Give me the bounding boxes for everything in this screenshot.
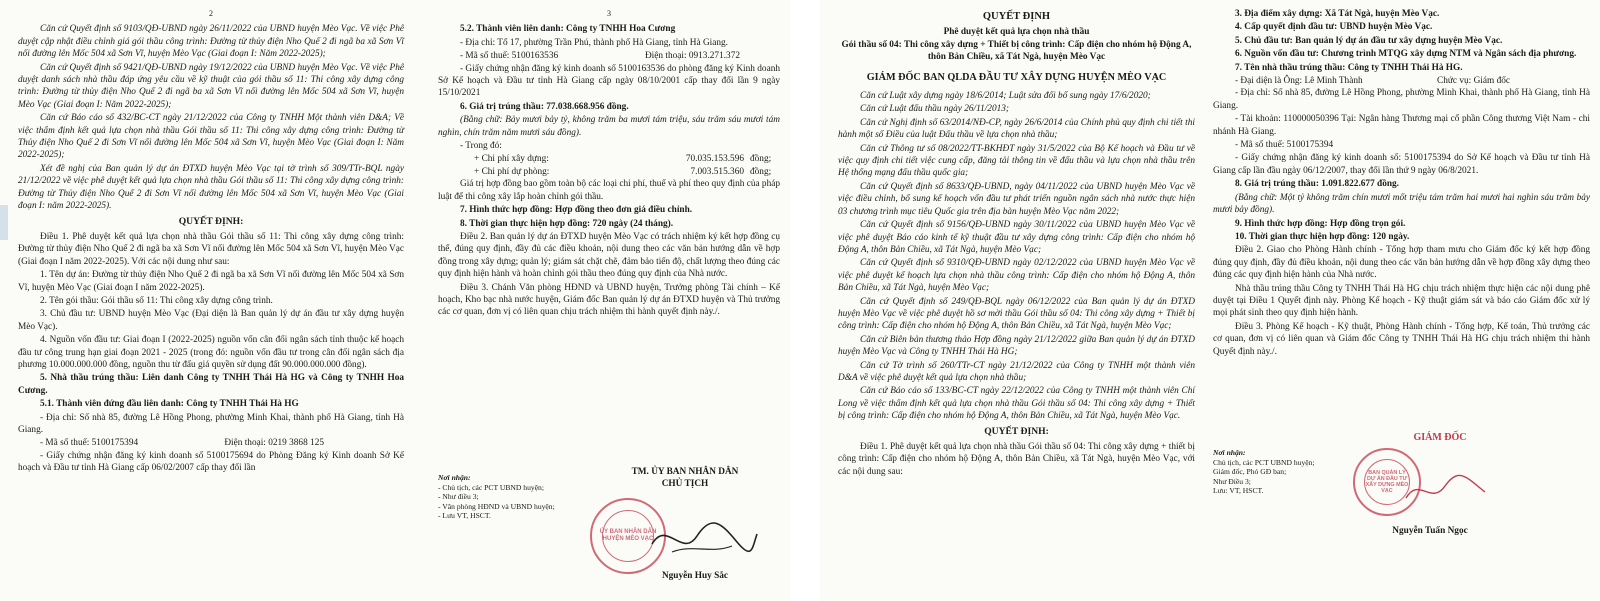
- recipients-block: [1213, 448, 1363, 496]
- seal-text: BAN QUẢN LÝ DỰ ÁN ĐẦU TƯ XÂY DỰNG MÈO VẠC: [1365, 470, 1409, 494]
- recipient-item: - Như điều 3;: [438, 492, 479, 502]
- legal-basis-paragraph: Căn cứ Nghị định số 63/2014/NĐ-CP, ngày 26/6/2014 của Chính phủ quy định chi tiết thi hành một số Điều của luật Đấu thầu về lựa chọn nhà thầu;: [838, 117, 1195, 141]
- recipient-item: Như Điều 3;: [1213, 476, 1251, 486]
- legal-basis-paragraph: Căn cứ Thông tư số 08/2022/TT-BKHĐT ngày 31/5/2022 của Bộ Kế hoạch và Đầu tư về việc quy định chi tiết việc cung cấp, đăng tải thông tin về đấu thầu và lựa chọn nhà thầu trên Hệ thống mạng đấu thầu quốc gia;: [838, 143, 1195, 179]
- article-2: Điều 2. Giao cho Phòng Hành chính - Tổng hợp tham mưu cho Giám đốc ký kết hợp đồng đúng quy định, đầy đủ điều khoản, nội dung theo các văn bản hướng dẫn về hợp đồng xây dựng theo đúng các quy định hiện hành của Nhà nước.: [1213, 245, 1590, 281]
- page-number: 2: [209, 9, 213, 18]
- recipient-item: - Văn phòng HĐND và UBND huyện;: [438, 501, 555, 511]
- item-package-name: 2. Tên gói thầu: Gói thầu số 11: Thi công xây dựng công trình.: [40, 295, 273, 306]
- contractor-license: - Giấy chứng nhận đăng ký kinh doanh số: 5100175394 do Sở Kế hoạch và Đầu tư tỉnh Hà Giang cấp lần đầu ngày 06/12/2007, thay đổi lần thứ 9 ngày 06/8/2021.: [1213, 153, 1590, 176]
- price-in-words: (Bằng chữ: Một tỷ không trăm chín mươi mốt triệu tám trăm hai mươi hai nghìn sáu trăm bảy mươi bảy đồng).: [1213, 192, 1590, 216]
- recipient-item: Giám đốc, Phó GĐ ban;: [1213, 467, 1287, 477]
- signer-name: Nguyễn Tuấn Ngọc: [1392, 526, 1468, 536]
- signature-title: CHỦ TỊCH: [661, 479, 709, 490]
- representative-name: - Đại diện là Ông: Lê Minh Thành: [1235, 76, 1363, 87]
- legal-basis-paragraph: Căn cứ Tờ trình số 260/TTr-CT ngày 21/12/2022 của Công ty TNHH một thành viên D&A về việc phê duyệt kết quả lựa chọn nhà thầu;: [838, 360, 1195, 383]
- contractor-bank-account: - Tài khoản: 110000050396 Tại: Ngân hàng Thương mại cổ phần Công thương Việt Nam - chi nhánh Hà Giang.: [1213, 114, 1590, 137]
- contractor-license: - Giấy chứng nhận đăng ký kinh doanh số 5100175694 do Phòng Đăng ký Kinh doanh Sở Kế hoạch và Đầu tư tỉnh Hà Giang cấp 06/02/2007 cấp thay đổi lần: [18, 450, 404, 474]
- item-investor: 5. Chủ đầu tư: Ban quản lý dự án đầu tư xây dựng huyện Mèo Vạc.: [1235, 35, 1503, 46]
- representative-row: [1213, 75, 1590, 87]
- signature-block: [590, 466, 780, 491]
- seal-text: ỦY BAN NHÂN DÂN HUYỆN MÈO VẠC: [599, 529, 657, 542]
- article-3: Điều 3. Chánh Văn phòng HĐND và UBND huyện, Trưởng phòng Tài chính – Kế hoạch, Kho bạc nhà nước huyện, Giám đốc Ban quản lý dự án ĐTXD huyện và Thủ trưởng các cơ quan, đơn vị có liên quan chịu trách nhiệm thi hành quyết định này./.: [438, 282, 780, 318]
- article-2-detail: Nhà thầu trúng thầu Công ty TNHH Thái Hà HG chịu trách nhiệm thực hiện các nội dung phê duyệt tại Điều 1 Quyết định này. Phòng Kế hoạch - Kỹ thuật giám sát và báo cáo Giám đốc xử lý mọi phát sinh theo quy định hiện hành.: [1213, 283, 1590, 319]
- decision-heading: QUYẾT ĐỊNH:: [984, 425, 1049, 437]
- item-winning-contractor: 5. Nhà thầu trúng thầu: Liên danh Công ty TNHH Thái Hà HG và Công ty TNHH Hoa Cương.: [18, 373, 404, 396]
- page-number: 3: [607, 9, 611, 18]
- item-investor: 3. Chủ đầu tư: UBND huyện Mèo Vạc (Đại diện là Ban quản lý dự án đầu tư xây dựng huyện Mèo Vạc).: [18, 309, 404, 332]
- item-contract-duration: 8. Thời gian thực hiện hợp đồng: 720 ngày (24 tháng).: [460, 218, 674, 229]
- item-decision-level: 4. Cấp quyết định đầu tư: UBND huyện Mèo Vạc.: [1235, 22, 1433, 33]
- recipients-title: Nơi nhận:: [438, 473, 471, 482]
- article-2: Điều 2. Ban quản lý dự án ĐTXD huyện Mèo Vạc có trách nhiệm ký kết hợp đồng cụ thể, đúng quy định, đầy đủ các điều khoản, nội dung theo các văn bản hướng dẫn về hợp đồng trong xây dựng; quản lý; giám sát chặt chẽ, đảm bảo tiến độ, chất lượng theo đúng các quy định hiện hành và hoàn chỉnh gói thầu theo đúng quy định của Nhà nước.: [438, 231, 780, 280]
- item-contract-type: 7. Hình thức hợp đồng: Hợp đồng theo đơn giá điều chỉnh.: [460, 205, 693, 216]
- cost-value: 7.003.515.360: [690, 166, 744, 177]
- item-project-name: 1. Tên dự án: Đường từ thủy điện Nho Quế 2 đi ngã ba xã Sơn Vĩ nối đường lên Mốc 504 xã Sơn Vĩ, huyện Mèo Vạc (Giai đoạn I năm 2022-2025).: [18, 270, 404, 293]
- legal-basis-paragraph: Căn cứ Biên bản thương thảo Hợp đồng ngày 21/12/2022 giữa Ban quản lý dự án ĐTXD huyện Mèo Vạc và Công ty TNHH Thái Hà HG;: [838, 334, 1195, 358]
- contractor-address: - Địa chỉ: Số nhà 85, đường Lê Hồng Phong, phường Minh Khai, thành phố Hà Giang, tỉnh Hà Giang.: [18, 412, 404, 435]
- legal-basis-paragraph: Căn cứ Quyết định số 8633/QĐ-UBND, ngày 04/11/2022 của UBND huyện Mèo Vạc về việc điều chỉnh, bổ sung kế hoạch vốn đầu tư phát triển nguồn ngân sách nhà nước thực hiện 03 chương trình mục tiêu Quốc gia trên địa bàn huyện Mèo Vạc năm 2022;: [838, 181, 1195, 217]
- contractor-tax-code: - Mã số thuế: 5100175394: [40, 438, 139, 449]
- signature-title: GIÁM ĐỐC: [1413, 432, 1467, 443]
- decision-package: Gói thầu số 04: Thi công xây dựng + Thiết bị công trình: Cấp điện cho nhóm hộ Động A, thôn Bản Chiều, xã Tát Ngà, huyện Mèo Vạc: [841, 39, 1192, 63]
- document-page-3: [410, 0, 790, 601]
- item-winning-contractor: 7. Tên nhà thầu trúng thầu: Công ty TNHH Thái Hà HG.: [1235, 62, 1463, 73]
- cost-unit: đồng;: [750, 154, 772, 165]
- decision-heading: QUYẾT ĐỊNH:: [178, 215, 244, 227]
- item-funding-source: 6. Nguồn vốn đầu tư: Chương trình MTQG xây dựng NTM và Ngân sách địa phương.: [1235, 49, 1577, 60]
- member-tax-code: - Mã số thuế: 5100163536: [460, 51, 559, 62]
- member-tax-row: [438, 50, 780, 62]
- article-1: Điều 1. Phê duyệt kết quả lựa chọn nhà thầu Gói thầu số 11: Thi công xây dựng công trình: Đường từ thủy điện Nho Quế 2 đi ngã ba xã Sơn Vĩ nối đường lên Mốc 504 xã Sơn Vĩ, huyện Mèo Vạc (Giai đoạn I năm 2022-2025). Với các nội dung như sau:: [18, 231, 404, 267]
- signature-org: TM. ỦY BAN NHÂN DÂN: [631, 467, 739, 477]
- item-lead-member: 5.1. Thành viên đứng đầu liên danh: Công ty TNHH Thái Hà HG: [40, 399, 299, 410]
- issuing-authority: GIÁM ĐỐC BAN QLDA ĐẦU TƯ XÂY DỰNG HUYỆN MÈO VẠC: [866, 71, 1167, 83]
- scan-edge-mark: [0, 205, 8, 240]
- handwritten-signature: [642, 514, 762, 564]
- article-1: Điều 1. Phê duyệt kết quả lựa chọn nhà thầu Gói thầu số 04: Thi công xây dựng + thiết bị công trình: Cấp điện cho nhóm hộ Động A, thôn Bản Chiều, xã Tát Ngà, huyện Mèo Vạc, với các nội dung sau:: [838, 442, 1195, 477]
- item-winning-price: 8. Giá trị trúng thầu: 1.091.822.677 đồng.: [1235, 179, 1399, 190]
- recipient-item: - Chủ tịch, các PCT UBND huyện;: [438, 482, 544, 492]
- item-joint-member: 5.2. Thành viên liên danh: Công ty TNHH Hoa Cương: [460, 24, 676, 35]
- decision-title: QUYẾT ĐỊNH: [982, 11, 1051, 22]
- contractor-phone: Điện thoại: 0219 3868 125: [224, 438, 324, 449]
- contractor-tax-code: - Mã số thuế: 5100175394: [1235, 140, 1334, 151]
- item-winning-price: 6. Giá trị trúng thầu: 77.038.668.956 đồng.: [460, 101, 629, 112]
- legal-basis-paragraph: Căn cứ Quyết định số 9310/QĐ-UBND ngày 02/12/2022 của UBND huyện Mèo Vạc về việc phê duyệt kế hoạch lựa chọn nhà thầu công trình: Cấp điện cho nhóm hộ Động A, thôn Bản Chiều, xã Tát Ngà, huyện Mèo Vạc;: [838, 258, 1195, 294]
- contractor-address: - Địa chỉ: Số nhà 85, đường Lê Hồng Phong, phường Minh Khai, thành phố Hà Giang, tỉnh Hà Giang.: [1213, 88, 1590, 111]
- legal-basis-paragraph: Xét đề nghị của Ban quản lý dự án ĐTXD huyện Mèo Vạc tại tờ trình số 309/TTr-BQL ngày 21/12/2022 về việc phê duyệt kết quả lựa chọn nhà thầu Gói thầu số 11: Thi công xây dựng công trình: Đường từ Thủy điện Nho Quế 2 đi Sơn Vĩ nối đường lên Mốc 504 xã Sơn Vĩ, huyện Mèo Vạc (Giai đoạn I: năm 2022-2025).: [18, 163, 404, 212]
- legal-basis-paragraph: Căn cứ Báo cáo số 133/BC-CT ngày 22/12/2022 của Công ty TNHH một thành viên Chí Long về việc thẩm định kết quả lựa chọn nhà thầu Gói thầu số 04: Thi công xây dựng + Thiết bị công trình: Cấp điện cho nhóm hộ Động A, thôn Bản Chiều, xã Tát Ngà, huyện Mèo Vạc.: [838, 386, 1195, 422]
- cost-label: + Chi phí xây dựng:: [474, 154, 549, 165]
- recipient-item: - Lưu VT, HSCT.: [438, 511, 491, 521]
- decision-page-2: [1205, 0, 1600, 601]
- legal-basis-paragraph: Căn cứ Luật xây dựng ngày 18/6/2014; Luật sửa đổi bổ sung ngày 17/6/2020;: [860, 91, 1151, 102]
- item-contract-type: 9. Hình thức hợp đồng: Hợp đồng trọn gói.: [1235, 218, 1406, 229]
- page-gap: [790, 0, 820, 601]
- contractor-tax-row: [18, 437, 404, 449]
- item-location: 3. Địa điểm xây dựng: Xã Tát Ngà, huyện Mèo Vạc.: [1235, 9, 1440, 19]
- member-address: - Địa chỉ: Tổ 17, phường Trần Phú, thành phố Hà Giang, tỉnh Hà Giang.: [460, 37, 729, 48]
- representative-role: Chức vụ: Giám đốc: [1437, 76, 1510, 87]
- document-page-2: [0, 0, 410, 601]
- cost-value: 70.035.153.596: [685, 154, 744, 165]
- legal-basis-paragraph: Căn cứ Báo cáo số 432/BC-CT ngày 21/12/2022 của Công ty TNHH Một thành viên D&A; Về việc thẩm định kết quả lựa chọn nhà thầu Gói thầu số 11: Thi công xây dựng công trình: Đường từ Thủy điện Nho Quế 2 đi Sơn Vĩ nối đường lên Mốc 504 xã Sơn Vĩ, huyện Mèo Vạc (Giai đoạn I: Năm 2022-2025);: [18, 113, 404, 161]
- recipient-item: Chủ tịch, các PCT UBND huyện;: [1213, 457, 1315, 467]
- member-license: - Giấy chứng nhận đăng ký kinh doanh số 5100163536 do phòng đăng ký Kinh doanh Sở Kế hoạch và Đầu tư tỉnh Hà Giang cấp ngày 08/10/2001 cấp thay đổi lần 9 ngày 15/10/2021: [438, 63, 780, 99]
- item-funding-source: 4. Nguồn vốn đầu tư: Giai đoạn I (2022-2025) nguồn vốn cân đối ngân sách tỉnh thuộc kế hoạch đầu tư công trung hạn giai đoạn 2021 - 2025 (trong đó: nguồn vốn đầu tư trong cân đối ngân sách địa phương 10.000.000.000 đồng, nguồn thu từ đấu giá quyền sử dụng đất 90.000.000.000 đồng).: [18, 335, 404, 370]
- price-note: Giá trị hợp đồng bao gồm toàn bộ các loại chi phí, thuế và phí theo quy định của pháp luật để thi công xây lắp hoàn chỉnh gói thầu.: [438, 179, 780, 202]
- price-breakdown-label: - Trong đó:: [460, 141, 502, 152]
- legal-basis-paragraph: Căn cứ Luật đấu thầu ngày 26/11/2013;: [860, 104, 1009, 115]
- legal-basis-paragraph: Căn cứ Quyết định số 9103/QĐ-UBND ngày 26/11/2022 của UBND huyện Mèo Vạc. Về việc Phê duyệt cập nhật điều chỉnh giá gói thầu công trình: Đường từ thủy điện Nho Quế 2 đi ngã ba xã Sơn Vĩ nối đường lên Mốc 504 xã Sơn Vĩ, huyện Mèo Vạc (Giai đoạn I: Năm 2022-2025);: [18, 24, 404, 60]
- recipient-item: Lưu: VT, HSCT.: [1213, 486, 1264, 496]
- decision-subtitle: Phê duyệt kết quả lựa chọn nhà thầu: [943, 27, 1090, 38]
- legal-basis-paragraph: Căn cứ Quyết định số 249/QĐ-BQL ngày 06/12/2022 của Ban quản lý dự án ĐTXD huyện Mèo Vạc về việc phê duyệt hồ sơ mời thầu Gói thầu số 04: Thi công xây dựng + Thiết bị công trình: Cấp điện cho nhóm hộ Động A, thôn Bản Chiều, xã Tát Ngà, huyện Mèo Vạc;: [838, 296, 1195, 332]
- signer-name: Nguyễn Huy Sắc: [661, 571, 729, 581]
- cost-construction-row: [438, 153, 780, 165]
- recipients-title: Nơi nhận:: [1213, 448, 1246, 457]
- member-phone: Điện thoại: 0913.271.372: [644, 51, 740, 62]
- handwritten-signature: [1401, 470, 1491, 510]
- recipients-block: [438, 473, 588, 521]
- cost-contingency-row: [438, 166, 780, 178]
- item-contract-duration: 10. Thời gian thực hiện hợp đồng: 120 ngày.: [1235, 231, 1410, 242]
- legal-basis-paragraph: Căn cứ Quyết định số 9421/QĐ-UBND ngày 19/12/2022 của UBND huyện Mèo Vạc. Về việc Phê duyệt danh sách nhà thầu đáp ứng yêu cầu về kỹ thuật của gói thầu số 11: Thi công xây dựng công trình: Đường từ thủy điện Nho Quế 2 đi ngã ba xã Sơn Vĩ nối đường lên Mốc 504 xã Sơn Vĩ, huyện Mèo Vạc (Giai đoạn I: Năm 2022-2025);: [18, 62, 404, 110]
- price-in-words: (Bằng chữ: Bảy mươi bảy tỷ, không trăm ba mươi tám triệu, sáu trăm sáu mươi tám nghìn, chín trăm năm mươi sáu đồng).: [438, 115, 780, 138]
- cost-unit: đồng;: [750, 166, 772, 177]
- cost-label: + Chi phí dự phòng:: [474, 166, 550, 177]
- decision-page-1: [820, 0, 1205, 601]
- article-3: Điều 3. Phòng Kế hoạch - Kỹ thuật, Phòng Hành chính - Tổng hợp, Kế toán, Thủ trưởng các cơ quan, đơn vị có liên quan và Giám đốc Công ty TNHH Thái Hà HG chịu trách nhiệm thi hành Quyết định này./.: [1213, 321, 1590, 357]
- legal-basis-paragraph: Căn cứ Quyết định số 9156/QĐ-UBND ngày 30/11/2022 của UBND huyện Mèo Vạc về việc phê duyệt Báo cáo kinh tế kỹ thuật đầu tư xây dựng công trình: Cấp điện cho nhóm hộ Động A, thôn Bản Chiều, xã Tát Ngà, huyện Mèo Vạc;: [838, 220, 1195, 255]
